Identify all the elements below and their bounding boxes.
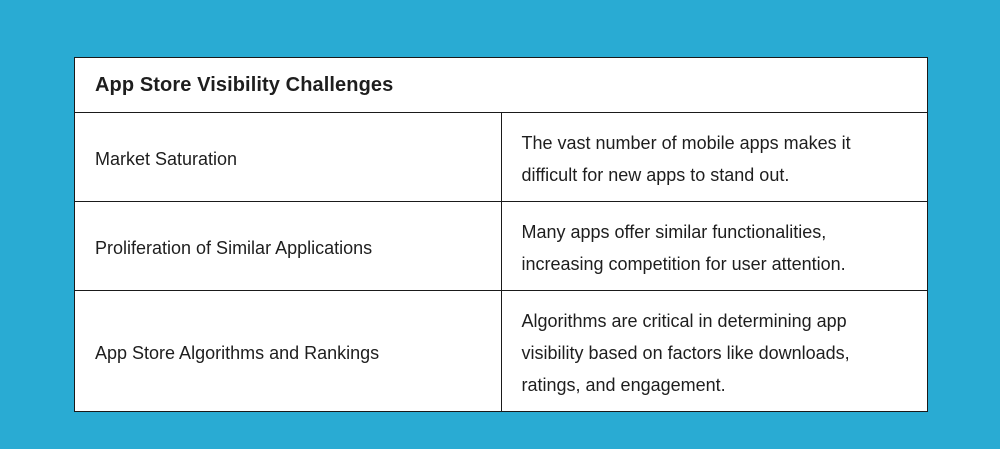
term-label: App Store Algorithms and Rankings (95, 343, 380, 363)
challenges-table-body (75, 113, 928, 412)
description-text: Algorithms are critical in determining app visibility based on factors like downloads, ratings, and engagement. (521, 311, 850, 395)
description-cell-proliferation (501, 202, 928, 291)
table-row (75, 113, 928, 202)
term-cell-proliferation (75, 202, 502, 291)
table-title: App Store Visibility Challenges (75, 58, 928, 113)
description-text: The vast number of mobile apps makes it difficult for new apps to stand out. (521, 133, 851, 185)
table-title-row (75, 58, 928, 113)
term-label: Proliferation of Similar Applications (95, 238, 373, 258)
table-row (75, 291, 928, 412)
description-cell-market-saturation (501, 113, 928, 202)
description-text: Many apps offer similar functionalities, increasing competition for user attention. (521, 222, 846, 274)
description-cell-algorithms (501, 291, 928, 412)
challenges-table-header (75, 58, 928, 113)
term-cell-algorithms (75, 291, 502, 412)
challenges-table (74, 57, 928, 412)
table-row (75, 202, 928, 291)
term-cell-market-saturation (75, 113, 502, 202)
term-label: Market Saturation (95, 149, 238, 169)
